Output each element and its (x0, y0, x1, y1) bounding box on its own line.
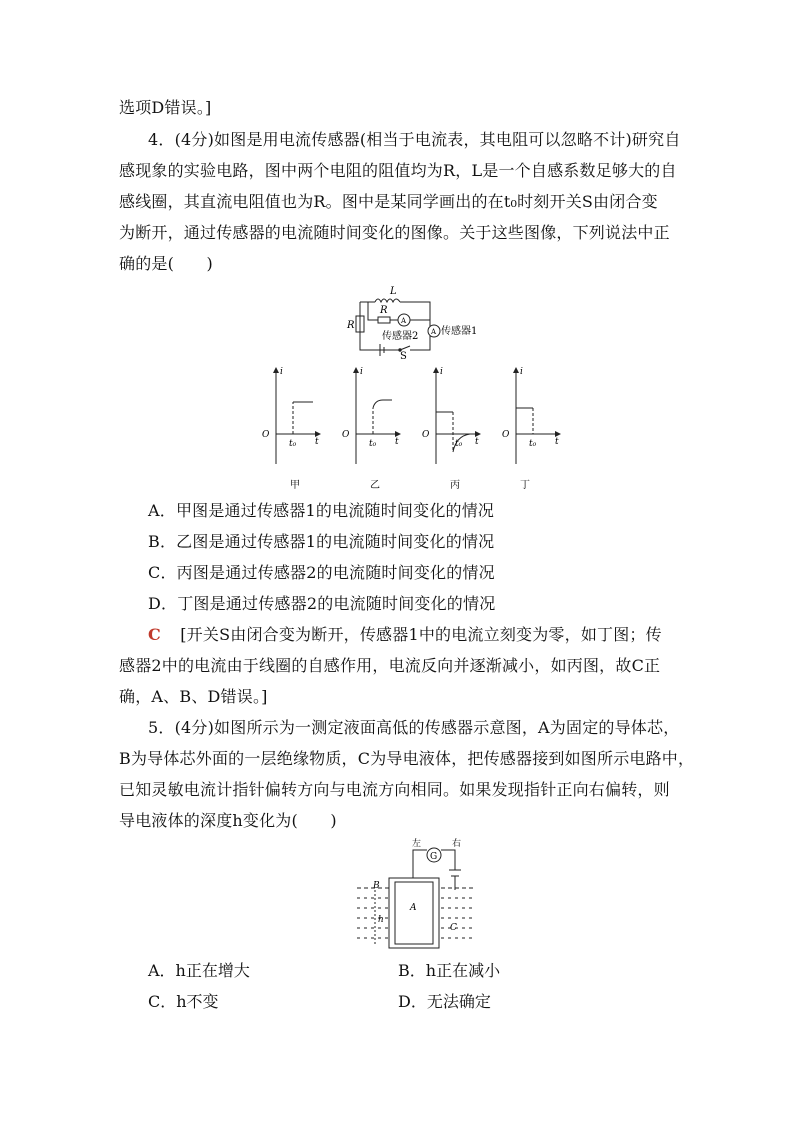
galvanometer-label: G (430, 852, 438, 862)
answer-4-line-2: 感器2中的电流由于线圈的自感作用，电流反向并逐渐减小，如丙图，故C正 (119, 656, 661, 675)
q5-option-d: D．无法确定 (398, 992, 491, 1011)
question-5-line-3: 已知灵敏电流计指针偏转方向与电流方向相同。如果发现指针正向右偏转，则 (119, 780, 670, 799)
left-label: 左 (412, 839, 422, 849)
graph-3-name: 丙 (450, 480, 460, 491)
resistor-1-label: R (347, 320, 355, 331)
graph-3-i-label: i (440, 367, 443, 377)
graph-2-origin: O (342, 430, 350, 440)
ammeter-1-label: A (431, 328, 437, 336)
sensor-1-label: 传感器1 (441, 326, 478, 337)
level-sensor-diagram (355, 838, 475, 953)
answer-4-explanation: [开关S由闭合变为断开，传感器1中的电流立刻变为零，如丁图；传 (180, 625, 662, 644)
graph-3-origin: O (422, 430, 430, 440)
question-4-line-3: 感线圈，其直流电阻值也为R。图中是某同学画出的在t₀时刻开关S由闭合变 (119, 192, 658, 211)
option-b: B．乙图是通过传感器1的电流随时间变化的情况 (148, 532, 495, 551)
switch-label: S (400, 351, 407, 360)
liquid-label: C (450, 923, 457, 933)
graph-2-t-label: t (395, 437, 399, 447)
graph-4-t-label: t (555, 437, 559, 447)
graph-1-origin: O (262, 430, 270, 440)
graph-4-name: 丁 (520, 480, 530, 491)
prev-answer-end: 选项D错误。] (119, 98, 212, 117)
answer-4-line-1 (148, 625, 662, 645)
option-a: A．甲图是通过传感器1的电流随时间变化的情况 (148, 501, 495, 520)
question-4-line-5: 确的是( ) (119, 254, 213, 273)
graph-2-i-label: i (360, 367, 363, 377)
current-graphs (258, 364, 578, 494)
graph-2-t0: t₀ (369, 439, 377, 449)
question-5-line-1: 5．(4分)如图所示为一测定液面高低的传感器示意图，A为固定的导体芯， (148, 718, 680, 737)
right-label: 右 (452, 839, 462, 849)
answer-letter: C (148, 625, 161, 644)
question-4-line-4: 为断开，通过传感器的电流随时间变化的图像。关于这些图像，下列说法中正 (119, 223, 670, 242)
sensor-2-label: 传感器2 (382, 331, 419, 342)
graph-4-i-label: i (520, 367, 523, 377)
option-d: D．丁图是通过传感器2的电流随时间变化的情况 (148, 594, 496, 613)
insulator-label: B (373, 881, 380, 891)
question-5-line-2: B为导体芯外面的一层绝缘物质，C为导电液体，把传感器接到如图所示电路中， (119, 749, 695, 768)
q5-option-c: C．h不变 (148, 992, 219, 1011)
graph-4-origin: O (502, 430, 510, 440)
q5-option-b: B．h正在减小 (398, 961, 501, 980)
inductor-label: L (390, 286, 397, 297)
graph-1-i-label: i (280, 367, 283, 377)
graph-4-t0: t₀ (529, 439, 537, 449)
q5-option-a: A．h正在增大 (148, 961, 250, 980)
graph-1-t-label: t (315, 437, 319, 447)
resistor-2-label: R (380, 305, 388, 316)
ammeter-2-label: A (401, 317, 407, 325)
circuit-diagram (340, 280, 490, 360)
answer-4-line-3: 确，A、B、D错误。] (119, 687, 268, 706)
option-c: C．丙图是通过传感器2的电流随时间变化的情况 (148, 563, 495, 582)
question-4-line-2: 感现象的实验电路，图中两个电阻的阻值均为R，L是一个自感系数足够大的自 (119, 161, 677, 180)
question-4-line-1: 4．(4分)如图是用电流传感器(相当于电流表，其电阻可以忽略不计)研究自 (148, 130, 681, 149)
graph-2-name: 乙 (370, 480, 380, 491)
question-5-line-4: 导电液体的深度h变化为( ) (119, 811, 337, 830)
core-label: A (410, 903, 417, 913)
graph-3-t0: t₀ (455, 439, 463, 449)
depth-label: h (378, 915, 384, 925)
graph-1-name: 甲 (290, 480, 300, 491)
graph-3-t-label: t (475, 437, 479, 447)
graph-1-t0: t₀ (289, 439, 297, 449)
